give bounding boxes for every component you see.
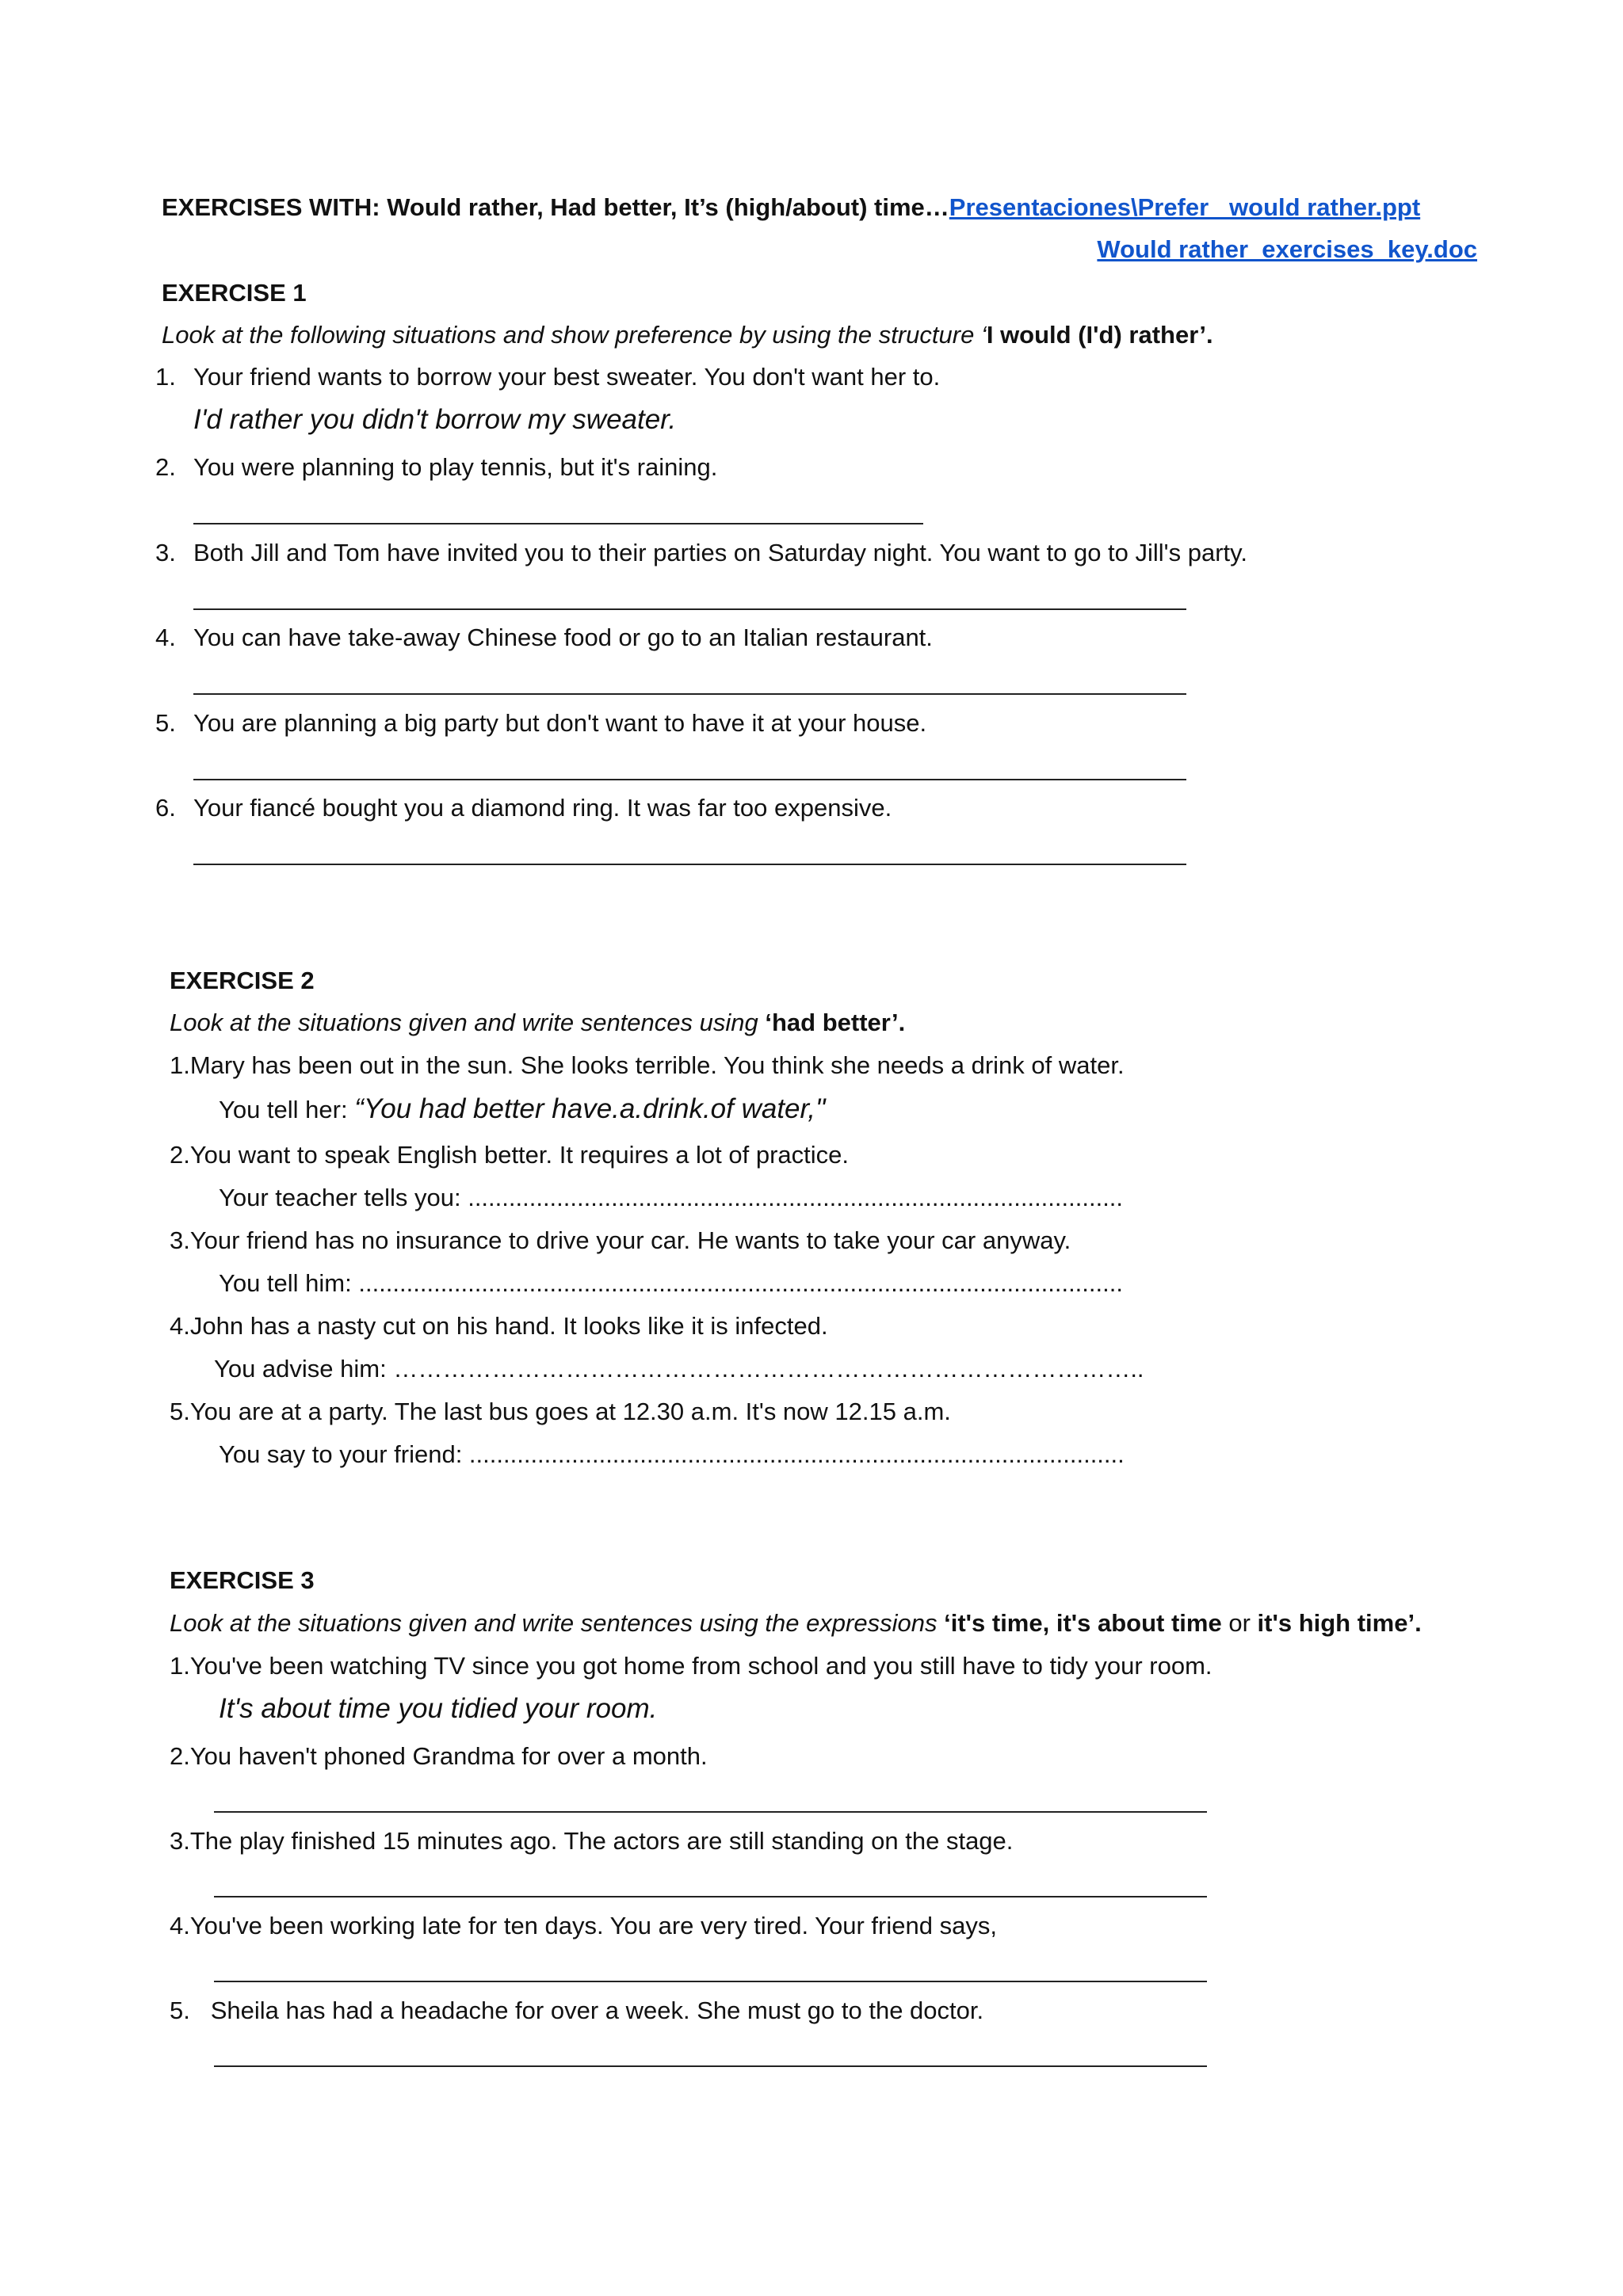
answer-line[interactable] xyxy=(214,1811,1207,1813)
exercise-1-instructions: Look at the following situations and show preference by using the structure ‘I would (I'd) rather’. xyxy=(162,321,1213,349)
exercise-2-heading: EXERCISE 2 xyxy=(170,967,315,994)
exercise-2-item: 4.John has a nasty cut on his hand. It looks like it is infected. xyxy=(170,1312,828,1340)
exercise-3-item: 5. Sheila has had a headache for over a week. She must go to the doctor. xyxy=(170,1997,984,2024)
exercise-2-item: 2.You want to speak English better. It requires a lot of practice. xyxy=(170,1141,850,1169)
answer-line[interactable] xyxy=(193,779,1186,780)
exercise-3-item: 2.You haven't phoned Grandma for over a month. xyxy=(170,1742,708,1770)
answer-line[interactable] xyxy=(193,864,1186,865)
exercise-1-item: 1. Your friend wants to borrow your best sweater. You don't want her to. xyxy=(155,363,941,391)
page-header xyxy=(162,193,1420,222)
exercise-1-item: 5. You are planning a big party but don't want to have it at your house. xyxy=(155,709,927,737)
exercise-3-heading: EXERCISE 3 xyxy=(170,1566,315,1594)
presentation-link[interactable]: Presentaciones\Prefer _would rather.ppt xyxy=(949,193,1421,221)
exercise-1-item: 3. Both Jill and Tom have invited you to their parties on Saturday night. You want to go to Jill's party. xyxy=(155,539,1247,566)
answer-line[interactable] xyxy=(193,693,1186,695)
answer-line[interactable] xyxy=(214,1981,1207,1982)
exercise-2-instructions: Look at the situations given and write sentences using ‘had better’. xyxy=(170,1009,906,1036)
answer-line[interactable] xyxy=(193,523,923,524)
exercise-2-item: 5.You are at a party. The last bus goes at 12.30 a.m. It's now 12.15 a.m. xyxy=(170,1398,951,1425)
exercise-1-example-answer: I'd rather you didn't borrow my sweater. xyxy=(193,404,677,435)
exercise-3-example-answer: It's about time you tidied your room. xyxy=(219,1693,658,1724)
exercise-2-item: 3.Your friend has no insurance to drive your car. He wants to take your car anyway. xyxy=(170,1226,1071,1254)
exercise-1-heading: EXERCISE 1 xyxy=(162,279,307,307)
exercise-2-answer-prompt[interactable]: You advise him: ……………………………………………………………………………….. xyxy=(214,1355,1144,1383)
exercise-2-example-answer: “You had better have.a.drink.of water," xyxy=(354,1093,826,1124)
exercise-1-item: 2. You were planning to play tennis, but it's raining. xyxy=(155,453,718,481)
exercise-3-item: 3.The play finished 15 minutes ago. The actors are still standing on the stage. xyxy=(170,1827,1014,1855)
answer-line[interactable] xyxy=(214,2065,1207,2067)
answer-key-link[interactable]: Would rather_exercises_key.doc xyxy=(1097,235,1477,263)
exercise-3-item: 1.You've been watching TV since you got home from school and you still have to tidy your room. xyxy=(170,1652,1212,1680)
exercise-1-item: 4. You can have take-away Chinese food or go to an Italian restaurant. xyxy=(155,624,933,651)
page-title: EXERCISES WITH: Would rather, Had better, It’s (high/about) time… xyxy=(162,193,949,221)
exercise-2-answer-prompt[interactable]: You say to your friend: ................................................................................................ xyxy=(219,1440,1125,1468)
exercise-3-item: 4.You've been working late for ten days. You are very tired. Your friend says, xyxy=(170,1912,997,1939)
exercise-1-item: 6. Your fiancé bought you a diamond ring. It was far too expensive. xyxy=(155,794,892,822)
exercise-3-instructions: Look at the situations given and write sentences using the expressions ‘it's time, it's about time or it's high time’. xyxy=(170,1609,1422,1637)
exercise-2-answer-prompt[interactable]: Your teacher tells you: ................................................................................................ xyxy=(219,1184,1124,1211)
exercise-2-answer-prompt[interactable]: You tell him: ................................................................................................................ xyxy=(219,1269,1123,1297)
exercise-2-item: 1.Mary has been out in the sun. She looks terrible. You think she needs a drink of water. xyxy=(170,1051,1125,1079)
answer-line[interactable] xyxy=(214,1896,1207,1897)
exercise-2-example: You tell her: “You had better have.a.drink.of water," xyxy=(219,1093,826,1124)
answer-line[interactable] xyxy=(193,608,1186,610)
